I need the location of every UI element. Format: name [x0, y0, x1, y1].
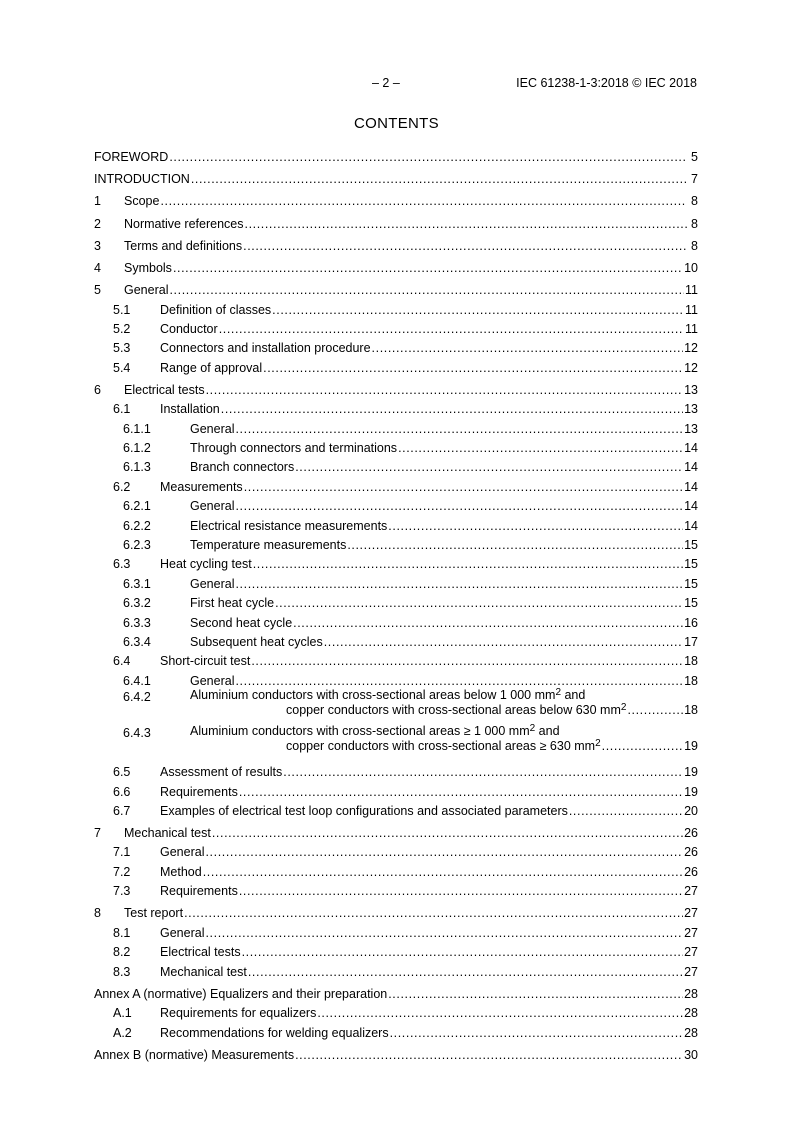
toc-entry[interactable]	[94, 879, 698, 898]
toc-label-text	[190, 703, 626, 719]
toc-number: 5.3	[113, 341, 131, 356]
page-title: CONTENTS	[354, 115, 439, 132]
toc-label-line2	[190, 703, 698, 719]
toc-number: 5.2	[113, 321, 131, 336]
toc-page: 27	[684, 945, 698, 960]
toc-entry[interactable]	[94, 668, 698, 687]
dot-leader	[388, 987, 683, 1001]
dot-leader	[184, 906, 683, 920]
toc-page: 5	[691, 150, 698, 164]
toc-label: Annex B (normative) Measurements	[94, 1047, 295, 1062]
dot-leader	[205, 845, 683, 859]
toc-entry[interactable]	[94, 208, 698, 230]
toc-entry[interactable]	[94, 375, 698, 397]
dot-leader	[627, 703, 683, 719]
toc-page: 28	[684, 1025, 698, 1040]
toc-page: 11	[685, 302, 698, 317]
dot-leader	[324, 635, 683, 649]
toc-label-text	[190, 739, 601, 755]
toc-number: 6.2	[113, 479, 131, 494]
toc-label: Normative references	[94, 217, 244, 231]
dot-leader	[347, 538, 683, 552]
toc-label: Short-circuit test	[94, 654, 250, 668]
toc-page: 14	[684, 460, 698, 475]
toc-number: 6.3	[113, 557, 131, 572]
toc-number: 6.4.1	[123, 673, 151, 688]
toc-page: 12	[684, 360, 698, 375]
toc-label: Scope	[94, 194, 159, 208]
toc-entry[interactable]	[94, 397, 698, 416]
toc-entry[interactable]	[94, 297, 698, 316]
document-id: IEC 61238-1-3:2018 © IEC 2018	[516, 76, 697, 90]
toc-entry-introduction[interactable]	[94, 164, 698, 186]
toc-number: 5.1	[113, 302, 131, 317]
toc-page: 30	[684, 1047, 698, 1062]
toc-page: 15	[684, 538, 698, 552]
toc-page: 8	[691, 194, 698, 209]
dot-leader	[212, 826, 683, 840]
dot-leader	[245, 217, 688, 231]
toc-entry[interactable]	[94, 317, 698, 336]
dot-leader	[243, 239, 687, 253]
toc-number: A.1	[113, 1006, 132, 1021]
toc-number: 6.1.3	[123, 460, 151, 475]
toc-label: General	[94, 283, 168, 297]
toc-number: 6.2.1	[123, 499, 151, 514]
dot-leader	[160, 194, 687, 208]
toc-page: 8	[691, 238, 698, 253]
toc-label-line2	[190, 739, 698, 755]
toc-label: Second heat cycle	[94, 616, 292, 630]
toc-number: 6.3.4	[123, 634, 151, 649]
toc-number: 6.1.2	[123, 441, 151, 456]
dot-leader	[235, 674, 683, 688]
toc-label: Requirements	[94, 785, 238, 799]
toc-label: General	[94, 422, 234, 436]
dot-leader	[295, 1048, 683, 1062]
toc-number: 6.4	[113, 654, 131, 669]
toc-label: Annex A (normative) Equalizers and their preparation	[94, 986, 388, 1001]
toc-number: 6.1.1	[123, 421, 151, 436]
toc-label: Through connectors and terminations	[94, 441, 397, 455]
toc-number: 6.5	[113, 765, 131, 780]
toc-entry[interactable]	[94, 1020, 698, 1039]
toc-page: 27	[684, 906, 698, 921]
toc-label: Conductor	[94, 322, 218, 336]
toc-page: 7	[691, 172, 698, 187]
toc-page: 19	[684, 765, 698, 780]
toc-page: 13	[684, 382, 698, 397]
toc-page: 26	[684, 826, 698, 841]
dot-leader	[203, 865, 683, 879]
toc-entry-annex-b[interactable]	[94, 1040, 698, 1062]
dot-leader	[295, 460, 683, 474]
toc-page: 11	[685, 283, 698, 298]
superscript: 2	[620, 702, 627, 714]
superscript: 2	[555, 686, 561, 698]
toc-page: 19	[684, 784, 698, 799]
toc-label-text: and	[535, 723, 560, 738]
toc-label: INTRODUCTION	[94, 172, 190, 187]
toc-entry[interactable]	[94, 571, 698, 590]
dot-leader	[244, 480, 683, 494]
toc-entry-multiline[interactable]	[94, 688, 698, 724]
toc-label: Test report	[94, 906, 183, 920]
toc-label: Heat cycling test	[94, 557, 252, 571]
toc-number: 5	[94, 283, 101, 298]
toc-label: Electrical resistance measurements	[94, 519, 387, 533]
dot-leader	[219, 322, 684, 336]
dot-leader	[293, 616, 683, 630]
superscript: 2	[529, 722, 536, 734]
toc-page: 14	[684, 479, 698, 494]
toc-label-line1	[190, 724, 698, 740]
toc-page: 27	[684, 964, 698, 979]
toc-label-text: copper conductors with cross-sectional areas ≥ 630 mm	[286, 739, 596, 754]
toc-number: 8.3	[113, 964, 131, 979]
dot-leader	[283, 765, 683, 779]
toc-page: 10	[684, 260, 698, 275]
toc-entry[interactable]	[94, 355, 698, 374]
dot-leader	[173, 261, 683, 275]
toc-entry[interactable]	[94, 940, 698, 959]
toc-label: FOREWORD	[94, 150, 169, 164]
toc-entry[interactable]	[94, 552, 698, 571]
dot-leader	[235, 422, 683, 436]
toc-number: 8.2	[113, 945, 131, 960]
dot-leader	[569, 804, 683, 818]
toc-page: 28	[684, 1006, 698, 1021]
toc-page: 19	[684, 739, 698, 754]
toc-page: 12	[684, 341, 698, 356]
toc-number: 6.4.2	[123, 689, 151, 704]
dot-leader	[235, 499, 683, 513]
toc-entry[interactable]	[94, 513, 698, 532]
toc-page: 14	[684, 499, 698, 514]
toc-label: Measurements	[94, 480, 243, 494]
toc-label: Assessment of results	[94, 765, 282, 779]
toc-page: 15	[684, 596, 698, 611]
toc-page: 15	[684, 576, 698, 591]
toc-page: 27	[684, 884, 698, 899]
dot-leader	[235, 577, 683, 591]
toc-number: 7.3	[113, 884, 131, 899]
toc-label: Subsequent heat cycles	[94, 635, 323, 649]
dot-leader	[169, 283, 684, 297]
toc-number: 6.3.3	[123, 615, 151, 630]
toc-label-block	[94, 688, 698, 719]
toc-label: Temperature measurements	[94, 538, 346, 552]
toc-number: 8	[94, 906, 101, 921]
toc-page: 14	[684, 518, 698, 533]
toc-label: Requirements	[94, 884, 238, 898]
dot-leader	[221, 402, 683, 416]
toc-number: 6.4.3	[123, 725, 151, 740]
dot-leader	[205, 926, 683, 940]
dot-leader	[602, 739, 683, 755]
toc-entry-multiline[interactable]	[94, 724, 698, 760]
page-header	[0, 76, 793, 92]
toc-number: 6.3.2	[123, 596, 151, 611]
toc-label-text: and	[561, 687, 586, 702]
toc-label: Mechanical test	[94, 965, 247, 979]
toc-entry[interactable]	[94, 840, 698, 859]
toc-label: Terms and definitions	[94, 239, 242, 253]
toc-entry[interactable]	[94, 533, 698, 552]
toc-page: 16	[684, 615, 698, 630]
toc-label-line1	[190, 688, 698, 704]
toc-entry-foreword[interactable]	[94, 144, 698, 164]
toc-label: General	[94, 674, 234, 688]
toc-number: 8.1	[113, 925, 131, 940]
dot-leader	[169, 150, 687, 164]
toc-entry[interactable]	[94, 336, 698, 355]
dot-leader	[251, 654, 683, 668]
toc-entry[interactable]	[94, 859, 698, 878]
toc-page: 27	[684, 925, 698, 940]
superscript: 2	[595, 738, 601, 750]
toc-entry[interactable]	[94, 649, 698, 668]
toc-entry[interactable]	[94, 455, 698, 474]
toc-entry[interactable]	[94, 474, 698, 493]
page-number: – 2 –	[372, 76, 400, 90]
dot-leader	[390, 1026, 684, 1040]
toc-label: Electrical tests	[94, 383, 205, 397]
toc-number: 6.1	[113, 402, 131, 417]
toc-number: A.2	[113, 1025, 132, 1040]
toc-page: 20	[684, 803, 698, 818]
dot-leader	[317, 1006, 683, 1020]
toc-number: 6.2.2	[123, 518, 151, 533]
dot-leader	[272, 303, 684, 317]
toc-entry[interactable]	[94, 275, 698, 297]
toc-label: Examples of electrical test loop configurations and associated parameters	[94, 804, 568, 818]
toc-label-text: copper conductors with cross-sectional areas below 630 mm	[286, 703, 621, 718]
toc-entry[interactable]	[94, 799, 698, 818]
toc-page: 13	[684, 421, 698, 436]
toc-entry[interactable]	[94, 186, 698, 208]
toc-number: 6.6	[113, 784, 131, 799]
toc-page: 26	[684, 864, 698, 879]
toc-page: 15	[684, 557, 698, 572]
toc-entry[interactable]	[94, 416, 698, 435]
toc-label: General	[94, 845, 204, 859]
toc-label: Mechanical test	[94, 826, 211, 840]
table-of-contents	[94, 144, 698, 1062]
toc-number: 7.2	[113, 864, 131, 879]
toc-label: Method	[94, 865, 202, 879]
toc-label: Symbols	[94, 261, 172, 275]
toc-entry-annex-a[interactable]	[94, 979, 698, 1001]
toc-number: 6.3.1	[123, 576, 151, 591]
toc-label: Electrical tests	[94, 945, 241, 959]
toc-number: 2	[94, 216, 101, 231]
toc-page: 18	[684, 703, 698, 718]
dot-leader	[398, 441, 683, 455]
dot-leader	[206, 383, 684, 397]
toc-label: Branch connectors	[94, 460, 294, 474]
toc-page: 11	[685, 321, 698, 336]
toc-page: 28	[684, 986, 698, 1001]
toc-entry[interactable]	[94, 610, 698, 629]
toc-page: 17	[684, 634, 698, 649]
toc-entry[interactable]	[94, 959, 698, 978]
toc-number: 4	[94, 260, 101, 275]
toc-label: Installation	[94, 402, 220, 416]
toc-page: 8	[691, 216, 698, 231]
dot-leader	[248, 965, 683, 979]
toc-label-block	[94, 724, 698, 755]
dot-leader	[239, 785, 683, 799]
toc-label: Definition of classes	[94, 303, 271, 317]
toc-entry[interactable]	[94, 231, 698, 253]
toc-page: 26	[684, 845, 698, 860]
dot-leader	[388, 519, 683, 533]
toc-number: 3	[94, 238, 101, 253]
toc-label: Range of approval	[94, 361, 262, 375]
dot-leader	[263, 361, 683, 375]
dot-leader	[372, 341, 684, 355]
toc-label: Connectors and installation procedure	[94, 341, 371, 355]
dot-leader	[191, 172, 687, 186]
toc-entry[interactable]	[94, 436, 698, 455]
dot-leader	[253, 557, 683, 571]
toc-number: 6.2.3	[123, 538, 151, 552]
dot-leader	[239, 884, 683, 898]
toc-number: 6	[94, 382, 101, 397]
dot-leader	[275, 596, 683, 610]
toc-entry[interactable]	[94, 494, 698, 513]
toc-entry[interactable]	[94, 779, 698, 798]
toc-label: First heat cycle	[94, 596, 274, 610]
toc-number: 6.7	[113, 803, 131, 818]
toc-page: 18	[684, 654, 698, 669]
toc-label: Requirements for equalizers	[94, 1006, 316, 1020]
toc-number: 1	[94, 194, 101, 209]
dot-leader	[242, 945, 684, 959]
toc-label-text: Aluminium conductors with cross-sectional areas ≥ 1 000 mm	[190, 723, 530, 738]
toc-label: Recommendations for welding equalizers	[94, 1026, 389, 1040]
toc-entry[interactable]	[94, 630, 698, 649]
toc-entry[interactable]	[94, 591, 698, 610]
toc-entry[interactable]	[94, 253, 698, 275]
toc-number: 7.1	[113, 845, 131, 860]
toc-page: 18	[684, 673, 698, 688]
toc-label: General	[94, 577, 234, 591]
toc-page: 13	[684, 402, 698, 417]
toc-entry[interactable]	[94, 760, 698, 779]
toc-entry[interactable]	[94, 920, 698, 939]
toc-number: 5.4	[113, 360, 131, 375]
toc-entry[interactable]	[94, 1001, 698, 1020]
toc-entry[interactable]	[94, 818, 698, 840]
toc-number: 7	[94, 826, 101, 841]
toc-entry[interactable]	[94, 898, 698, 920]
toc-label: General	[94, 926, 204, 940]
toc-label: General	[94, 499, 234, 513]
toc-page: 14	[684, 441, 698, 456]
toc-label-text: Aluminium conductors with cross-sectional areas below 1 000 mm	[190, 687, 556, 702]
